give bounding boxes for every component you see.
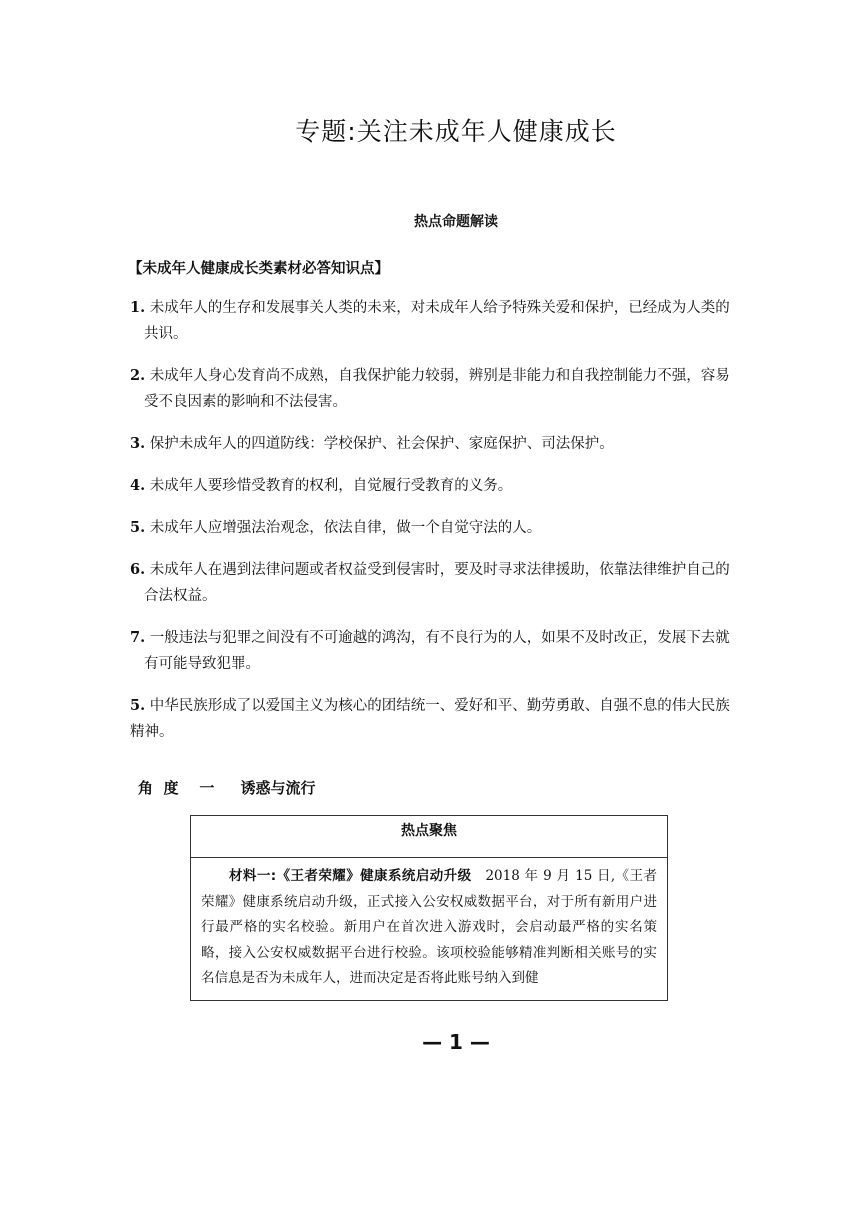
knowledge-point <box>130 363 734 415</box>
material-text: 2018 年 9 月 15 日,《王者荣耀》健康系统启动升级，正式接入公安权威数据平台，对于所有新用户进行最严格的实名校验。新用户在首次进入游戏时，会启动最严格的实名策略，接入公安权威数据平台进行校验。该项校验能够精准判断相关账号的实名信息是否为未成年人，进而决定是否将此账号纳入到健 <box>201 868 657 987</box>
point-number: 3. <box>130 435 146 452</box>
knowledge-point <box>130 557 734 609</box>
point-number: 2. <box>130 367 146 384</box>
point-text: 一般违法与犯罪之间没有不可逾越的鸿沟，有不良行为的人，如果不及时改正，发展下去就有可能导致犯罪。 <box>144 630 730 672</box>
hotspot-focus-box <box>190 815 668 1001</box>
point-number: 7. <box>130 629 146 646</box>
knowledge-points-heading: 【未成年人健康成长类素材必答知识点】 <box>128 261 389 277</box>
point-number: 5. <box>130 519 146 536</box>
point-text: 未成年人应增强法治观念，依法自律，做一个自觉守法的人。 <box>149 520 542 536</box>
material-title: 材料一:《王者荣耀》健康系统启动升级 <box>229 868 472 884</box>
point-text: 保护未成年人的四道防线：学校保护、社会保护、家庭保护、司法保护。 <box>149 436 614 452</box>
document-title: 专题:关注未成年人健康成长 <box>295 117 617 146</box>
knowledge-point <box>130 625 734 677</box>
knowledge-point <box>130 431 734 457</box>
knowledge-point <box>130 473 734 499</box>
point-number: 1. <box>130 299 146 316</box>
knowledge-point <box>130 295 734 347</box>
point-text: 中华民族形成了以爱国主义为核心的团结统一、爱好和平、勤劳勇敢、自强不息的伟大民族精神。 <box>130 698 730 740</box>
knowledge-point <box>130 693 734 745</box>
knowledge-point <box>130 515 734 541</box>
angle-heading: 角 度 一 诱惑与流行 <box>138 779 316 797</box>
point-text: 未成年人的生存和发展事关人类的未来，对未成年人给予特殊关爱和保护，已经成为人类的共识。 <box>144 300 730 342</box>
point-number: 5. <box>130 697 146 714</box>
point-text: 未成年人要珍惜受教育的权利，自觉履行受教育的义务。 <box>149 478 513 494</box>
page-number: — 1 — <box>422 1030 490 1054</box>
section-subtitle: 热点命题解读 <box>414 214 498 230</box>
hotspot-focus-heading: 热点聚焦 <box>191 816 667 858</box>
point-text: 未成年人身心发育尚不成熟，自我保护能力较弱，辨别是非能力和自我控制能力不强，容易受不良因素的影响和不法侵害。 <box>144 368 730 410</box>
point-number: 4. <box>130 477 146 494</box>
material-paragraph <box>191 858 667 1000</box>
point-number: 6. <box>130 561 146 578</box>
knowledge-points-list <box>130 295 734 761</box>
point-text: 未成年人在遇到法律问题或者权益受到侵害时，要及时寻求法律援助，依靠法律维护自己的合法权益。 <box>144 562 730 604</box>
